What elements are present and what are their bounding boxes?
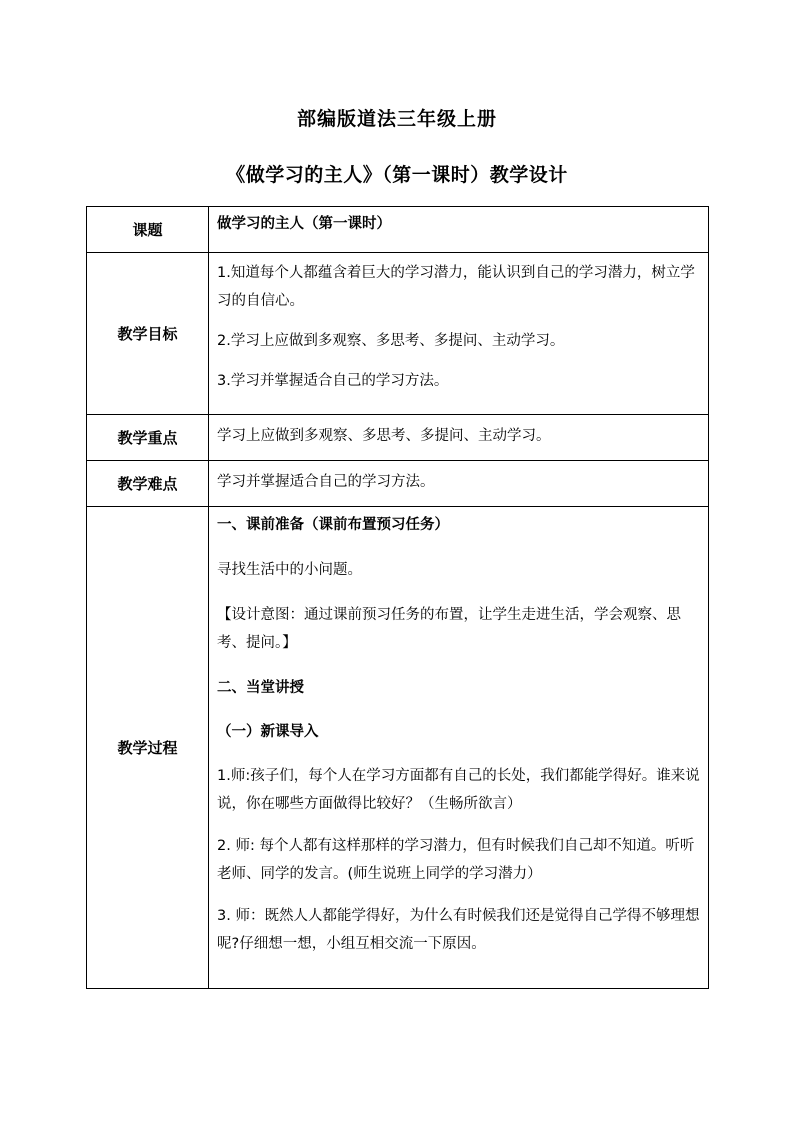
table-row-topic bbox=[87, 207, 709, 253]
goal-item: 2.学习上应做到多观察、多思考、多提问、主动学习。 bbox=[217, 333, 565, 349]
cell-difficult-point bbox=[209, 461, 709, 507]
table-row-process bbox=[87, 507, 709, 989]
cell-goals bbox=[209, 253, 709, 415]
label-key-point: 教学重点 bbox=[87, 415, 209, 461]
paragraph: 寻找生活中的小问题。 bbox=[217, 562, 362, 578]
table-row-key-point bbox=[87, 415, 709, 461]
section-heading: 一、课前准备（课前布置预习任务） bbox=[217, 517, 449, 533]
document-title: 部编版道法三年级上册 bbox=[296, 108, 497, 130]
table-row-difficult-point bbox=[87, 461, 709, 507]
paragraph: 3. 师：既然人人都能学得好，为什么有时候我们还是觉得自己学得不够理想呢?仔细想一想，小组互相交流一下原因。 bbox=[217, 908, 700, 952]
subsection-heading: （一）新课导入 bbox=[217, 724, 319, 740]
section-heading: 二、当堂讲授 bbox=[217, 680, 304, 696]
cell-key-point bbox=[209, 415, 709, 461]
label-difficult-point: 教学难点 bbox=[87, 461, 209, 507]
goal-item: 3.学习并掌握适合自己的学习方法。 bbox=[217, 373, 449, 389]
design-intent: 【设计意图：通过课前预习任务的布置，让学生走进生活，学会观察、思考、提问。】 bbox=[217, 607, 681, 651]
cell-process bbox=[209, 507, 709, 989]
paragraph: 1.师:孩子们，每个人在学习方面都有自己的长处，我们都能学得好。谁来说说，你在哪些方面做得比较好？（生畅所欲言） bbox=[217, 768, 700, 812]
label-topic: 课题 bbox=[87, 207, 209, 253]
label-process: 教学过程 bbox=[87, 507, 209, 989]
lesson-plan-table bbox=[86, 206, 709, 989]
cell-topic bbox=[209, 207, 709, 253]
paragraph: 2. 师: 每个人都有这样那样的学习潜力，但有时候我们自己却不知道。听听老师、同学的发言。(师生说班上同学的学习潜力） bbox=[217, 838, 695, 882]
key-point-text: 学习上应做到多观察、多思考、多提问、主动学习。 bbox=[217, 428, 551, 444]
document-subtitle: 《做学习的主人》（第一课时）教学设计 bbox=[226, 164, 568, 186]
difficult-point-text: 学习并掌握适合自己的学习方法。 bbox=[217, 474, 435, 490]
label-goals: 教学目标 bbox=[87, 253, 209, 415]
goal-item: 1.知道每个人都蕴含着巨大的学习潜力，能认识到自己的学习潜力，树立学习的自信心。 bbox=[217, 265, 695, 309]
topic-text: 做学习的主人（第一课时） bbox=[217, 216, 391, 232]
table-row-goals bbox=[87, 253, 709, 415]
